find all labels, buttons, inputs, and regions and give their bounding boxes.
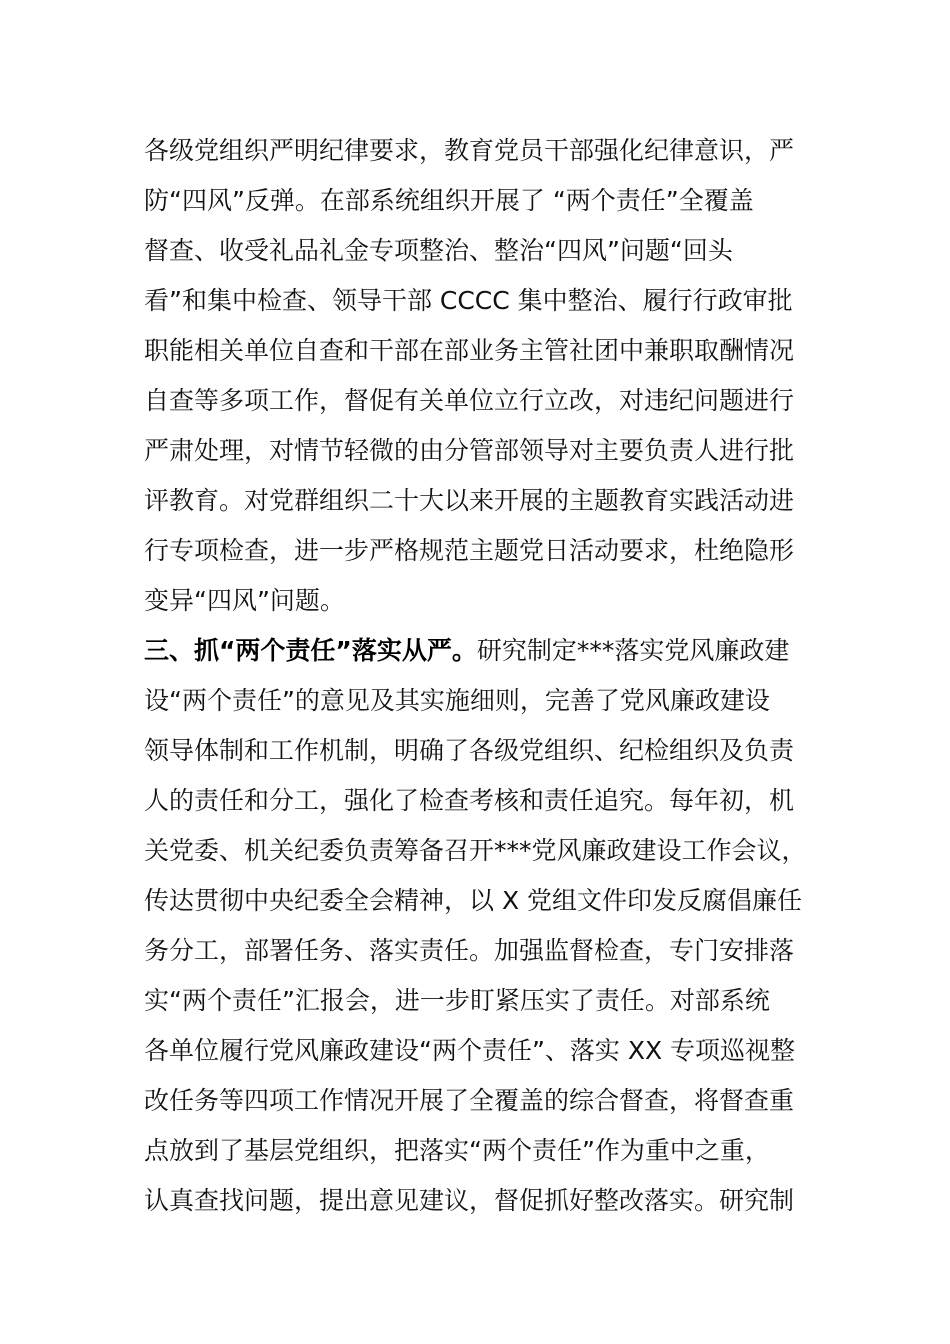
text-line: 改任务等四项工作情况开展了全覆盖的综合督查，将督查重 <box>144 1086 795 1115</box>
text-line: 实“两个责任”汇报会，进一步盯紧压实了责任。对部系统 <box>144 986 770 1015</box>
text-line: 人的责任和分工，强化了检查考核和责任追究。每年初，机 <box>144 786 795 815</box>
text-line: 各单位履行党风廉政建设“两个责任”、落实 XX 专项巡视整 <box>144 1036 796 1065</box>
text-line: 务分工，部署任务、落实责任。加强监督检查，专门安排落 <box>144 936 795 965</box>
text-line: 设“两个责任”的意见及其实施细则，完善了党风廉政建设 <box>144 686 770 715</box>
text-line: 看”和集中检查、领导干部 CCCC 集中整治、履行行政审批 <box>144 286 793 315</box>
text-line: 评教育。对党群组织二十大以来开展的主题教育实践活动进 <box>144 486 795 515</box>
text-line: 认真查找问题，提出意见建议，督促抓好整改落实。研究制 <box>144 1186 795 1215</box>
text-line: 关党委、机关纪委负责筹备召开***党风廉政建设工作会议， <box>144 836 807 865</box>
section-heading-line <box>144 626 814 676</box>
text-line: 自查等多项工作，督促有关单位立行立改，对违纪问题进行 <box>144 386 795 415</box>
section-heading: 三、抓“两个责任”落实从严。 <box>144 636 477 665</box>
text-line: 防“四风”反弹。在部系统组织开展了 “两个责任”全覆盖 <box>144 186 754 215</box>
document-body <box>144 126 814 1226</box>
text-line: 传达贯彻中央纪委全会精神，以 X 党组文件印发反腐倡廉任 <box>144 886 803 915</box>
text-line: 变异“四风”问题。 <box>144 586 345 615</box>
text-line: 行专项检查，进一步严格规范主题党日活动要求，杜绝隐形 <box>144 536 795 565</box>
text-line: 各级党组织严明纪律要求，教育党员干部强化纪律意识，严 <box>144 136 795 165</box>
text-line: 督查、收受礼品礼金专项整治、整治“四风”问题“回头 <box>144 236 733 265</box>
text-line: 严肃处理，对情节轻微的由分管部领导对主要负责人进行批 <box>144 436 795 465</box>
text-line: 点放到了基层党组织，把落实“两个责任”作为重中之重， <box>144 1136 770 1165</box>
section-first-line-text: 研究制定***落实党风廉政建 <box>476 636 790 665</box>
text-line: 职能相关单位自查和干部在部业务主管社团中兼职取酬情况 <box>144 336 795 365</box>
text-line: 领导体制和工作机制，明确了各级党组织、纪检组织及负责 <box>144 736 795 765</box>
